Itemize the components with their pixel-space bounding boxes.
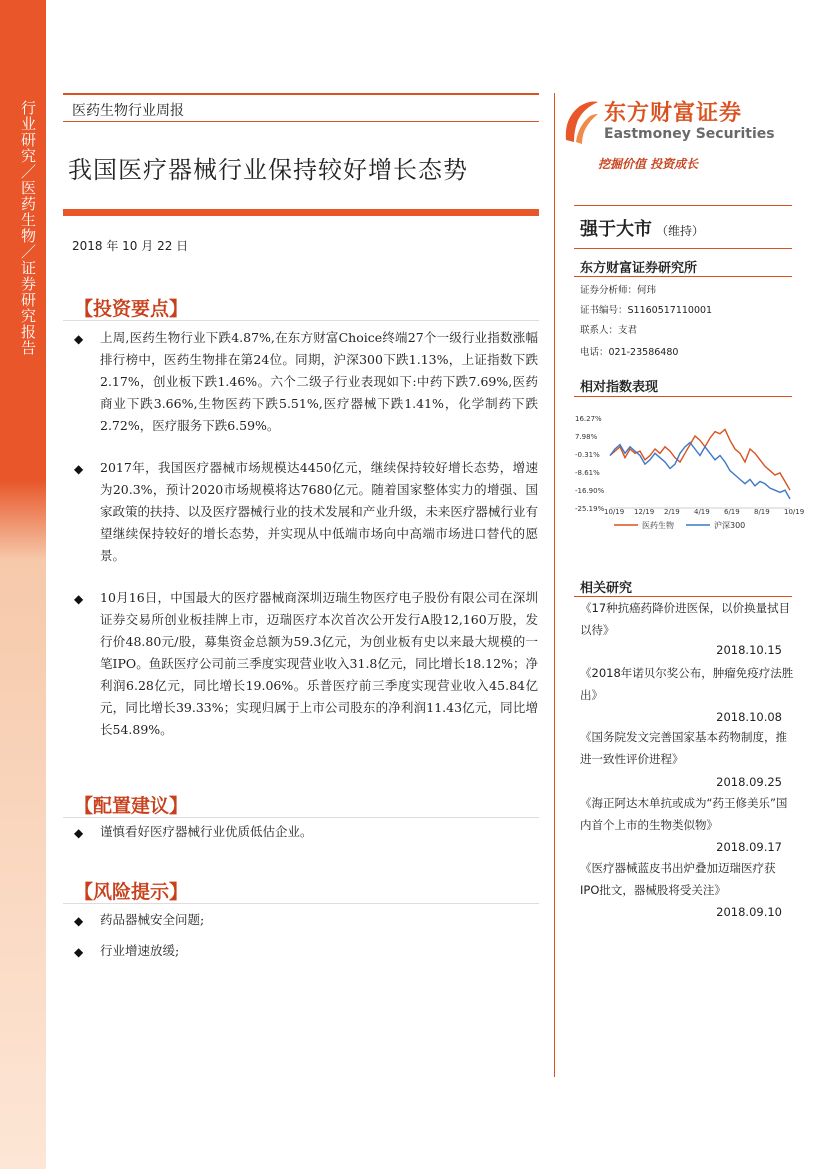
relative-index-chart [574, 408, 805, 538]
chart-rule [574, 396, 792, 397]
institute-rule [574, 276, 792, 277]
legend-label: 医药生物 [642, 521, 674, 530]
rating-bottom-line [574, 248, 792, 249]
related-head: 相关研究 [580, 581, 633, 596]
related-item-4[interactable]: 《海正阿达木单抗或成为“药王修美乐”国内首个上市的生物类似物》 [580, 796, 788, 832]
x-tick-label: 10/19 [784, 508, 805, 516]
related-date-2: 2018.10.08 [716, 710, 782, 724]
related-item-2[interactable]: 《2018年诺贝尔奖公布，肿瘤免疫疗法胜出》 [580, 666, 794, 702]
page-title: 我国医疗器械行业保持较好增长态势 [68, 156, 468, 184]
y-tick-label: -25.19% [575, 505, 605, 513]
x-tick-label: 4/19 [694, 508, 710, 516]
related-date-4: 2018.09.17 [716, 840, 782, 854]
y-tick-label: -0.31% [575, 450, 600, 459]
section-config-rule [63, 817, 539, 818]
related-date-3: 2018.09.25 [716, 775, 782, 789]
report-type: 医药生物行业周报 [72, 103, 184, 119]
sidebar-text: 行业研究／医药生物／证券研究报告 [19, 100, 37, 356]
bullet-icon: ◆ [74, 592, 84, 606]
analyst-contact: 联系人：支君 [580, 325, 638, 336]
related-date-1: 2018.10.15 [716, 643, 782, 657]
risk-para-2: 行业增速放缓; [100, 943, 180, 958]
bullet-icon: ◆ [74, 332, 84, 346]
analyst-name: 证券分析师：何玮 [580, 285, 657, 296]
x-tick-label: 12/19 [634, 508, 655, 516]
rating-sub: （维持） [656, 224, 705, 238]
chart-title: 相对指数表现 [580, 380, 659, 395]
invest-para-1: 上周,医药生物行业下跌4.87%,在东方财富Choice终端27个一级行业指数涨幅排行榜中，医药生物排在第24位。同期，沪深300下跌1.13%，上证指数下跌2.17%，创业板下跌1.46%。六个二级子行业表现如下:中药下跌7.69%,医药商业下跌3.66%,生物医药下跌5.51%,医疗器械下跌1.41%，化学制药下跌2.72%，医疗服务下跌6.59%。 [100, 330, 538, 433]
bullet-icon: ◆ [74, 462, 84, 476]
risk-para-1: 药品器械安全问题; [100, 912, 205, 927]
related-item-5[interactable]: 《医疗器械蓝皮书出炉叠加迈瑞医疗获IPO批文，器械股将受关注》 [580, 861, 776, 897]
section-config-head: 【配置建议】 [74, 795, 189, 817]
related-date-5: 2018.09.10 [716, 905, 782, 919]
y-tick-label: 7.98% [575, 432, 598, 441]
section-risk-head: 【风险提示】 [74, 881, 189, 903]
bullet-icon: ◆ [74, 826, 84, 840]
series-line-2 [610, 443, 790, 499]
x-tick-label: 6/19 [724, 508, 740, 516]
section-risk-rule [63, 903, 539, 904]
institute-name: 东方财富证券研究所 [580, 261, 698, 276]
x-tick-label: 8/19 [754, 508, 770, 516]
section-invest-rule [63, 320, 539, 321]
title-bar [63, 209, 539, 216]
header-top-line [63, 93, 539, 95]
invest-para-3: 10月16日，中国最大的医疗器械商深圳迈瑞生物医疗电子股份有限公司在深圳证券交易所创业板挂牌上市，迈瑞医疗本次首次公开发行A股12,160万股，发行价48.80元/股，募集资金总额为59.3亿元，为创业板有史以来最大规模的一笔IPO。鱼跃医疗公司前三季度实现营业收入31.8亿元，同比增长18.12%；净利润6.28亿元，同比增长19.06%。乐普医疗前三季度实现营业收入45.84亿元，同比增长39.33%；实现归属于上市公司股东的净利润11.43亿元，同比增长54.89%。 [100, 590, 538, 737]
rating-label: 强于大市 [580, 219, 652, 240]
legend-label: 沪深300 [714, 521, 746, 530]
logo-icon [560, 96, 600, 146]
x-tick-label: 2/19 [664, 508, 680, 516]
rating [580, 215, 704, 241]
brand-name-en: Eastmoney Securities [604, 126, 775, 142]
series-line-1 [610, 429, 790, 490]
related-item-3[interactable]: 《国务院发文完善国家基本药物制度，推进一致性评价进程》 [580, 730, 787, 766]
brand-slogan: 挖掘价值 投资成长 [598, 157, 699, 171]
analyst-phone: 电话：021-23586480 [580, 347, 679, 358]
config-para-1: 谨慎看好医疗器械行业优质低估企业。 [100, 824, 313, 839]
bullet-icon: ◆ [74, 914, 84, 928]
related-item-1[interactable]: 《17种抗癌药降价进医保，以价换量拭目以待》 [580, 601, 791, 637]
x-tick-label: 10/19 [604, 508, 625, 516]
header-mid-line [63, 121, 539, 122]
invest-para-2: 2017年，我国医疗器械市场规模达4450亿元，继续保持较好增长态势，增速为20.3%，预计2020市场规模将达7680亿元。随着国家整体实力的增强、国家政策的扶持、以及医疗器械行业的技术发展和产业升级，未来医疗器械行业有望继续保持较好的增长态势，并实现从中低端市场向中高端市场进口替代的愿景。 [100, 460, 538, 563]
report-date: 2018 年 10 月 22 日 [72, 239, 189, 253]
rating-top-line [574, 205, 792, 206]
section-invest-head: 【投资要点】 [74, 298, 189, 320]
brand-name-cn: 东方财富证券 [604, 101, 743, 126]
bullet-icon: ◆ [74, 945, 84, 959]
analyst-cert: 证书编号：S1160517110001 [580, 305, 713, 316]
y-tick-label: 16.27% [575, 415, 602, 423]
column-divider [554, 93, 555, 1077]
y-tick-label: -16.90% [575, 487, 605, 496]
sidebar [0, 0, 46, 1169]
y-tick-label: -8.61% [575, 469, 600, 478]
